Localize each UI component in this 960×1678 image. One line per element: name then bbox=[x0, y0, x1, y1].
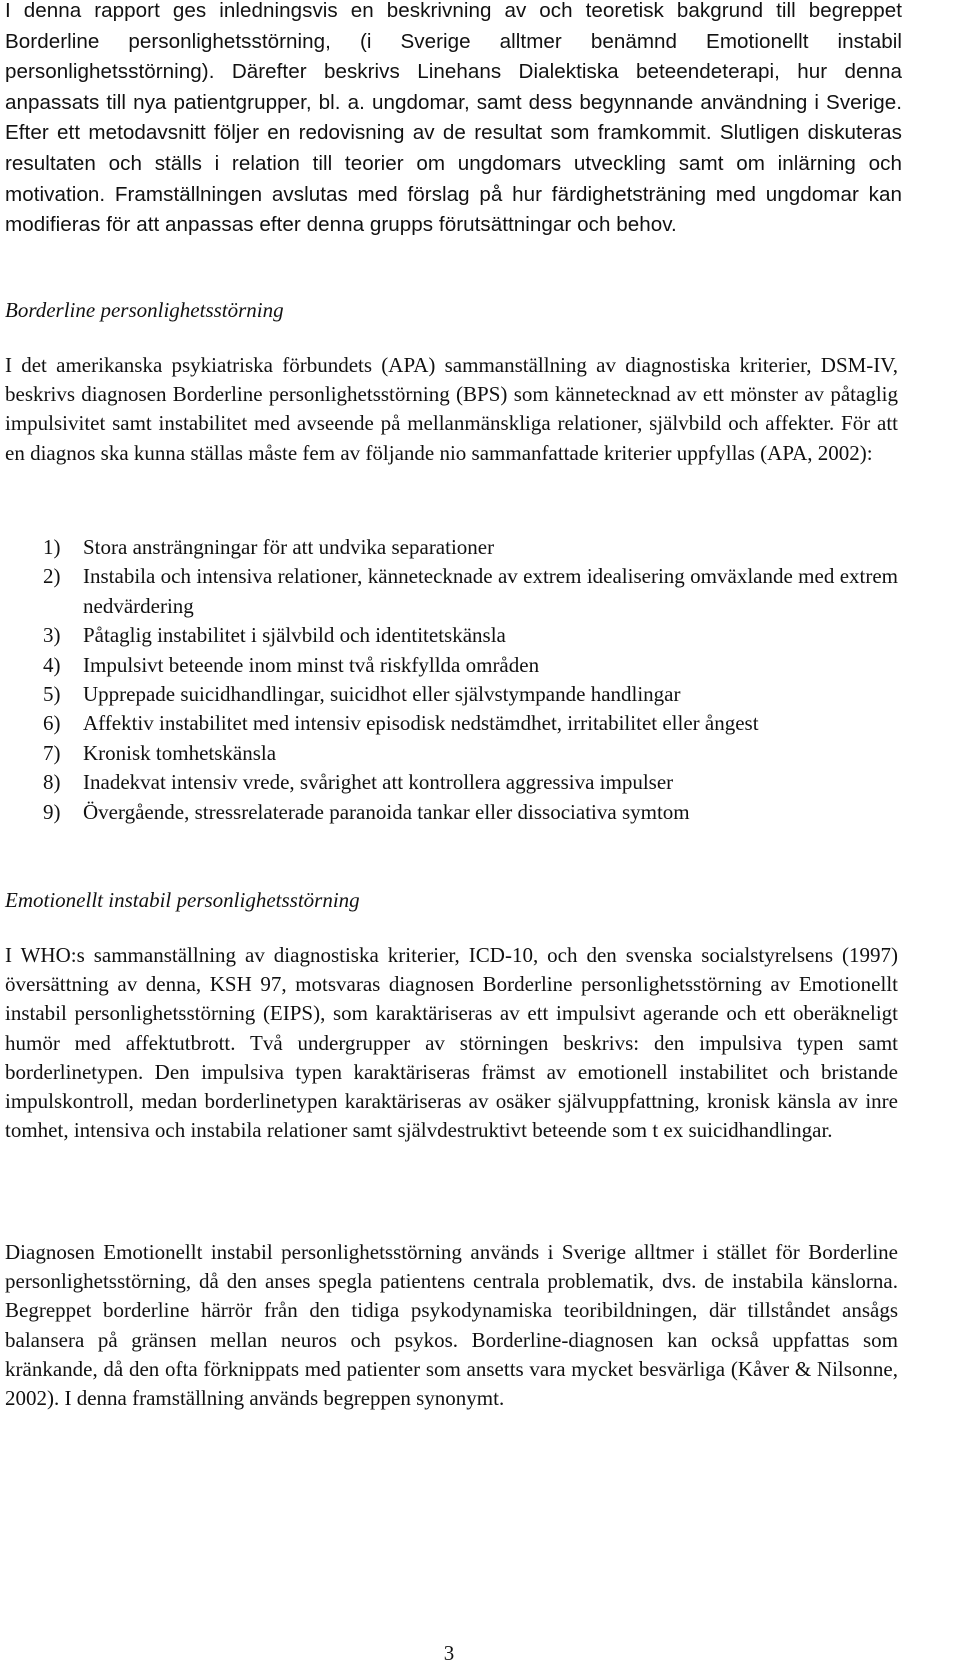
criteria-item bbox=[43, 533, 898, 562]
eips-paragraph-2: Diagnosen Emotionellt instabil personlighetsstörning används i Sverige alltmer i stället för Borderline personlighetsstörning, då den anses spegla patientens centrala problematik, dvs. de instabila känslorna. Begreppet borderline härrör från den tidiga psykodynamiska teoribildningen, där tillståndet ansågs balansera på gränsen mellan neuros och psykos. Borderline-diagnosen kan också uppfattas som kränkande, då den ofta förknippats med patienter som ansetts vara mycket besvärliga (Kåver & Nilsonne, 2002). I denna framställning används begreppen synonymt. bbox=[5, 1240, 898, 1411]
intro-paragraph: I denna rapport ges inledningsvis en beskrivning av och teoretisk bakgrund till begreppet Borderline personlighetsstörning, (i Sverige alltmer benämnd Emotionellt instabil personlighetsstörning). Därefter beskrivs Linehans Dialektiska beteendeterapi, hur denna anpassats till nya patientgrupper, bl. a. ungdomar, samt dess begynnande användning i Sverige. Efter ett metodavsnitt följer en redovisning av de resultat som framkommit. Slutligen diskuteras resultaten och ställs i relation till teorier om ungdomars utveckling samt om inlärning och motivation. Framställningen avslutas med förslag på hur färdighetsträning med ungdomar kan modifieras för att anpassas efter denna grupps förutsättningar och behov. bbox=[5, 0, 902, 237]
criteria-item bbox=[43, 680, 898, 709]
criteria-text: Instabila och intensiva relationer, kännetecknade av extrem idealisering omväxlande med extrem nedvärdering bbox=[83, 564, 898, 618]
criteria-item bbox=[43, 562, 898, 621]
criteria-item bbox=[43, 798, 898, 827]
criteria-item bbox=[43, 709, 898, 738]
section-heading-borderline: Borderline personlighetsstörning bbox=[5, 298, 284, 322]
criteria-number: 7) bbox=[43, 740, 61, 765]
criteria-item bbox=[43, 768, 898, 797]
borderline-paragraph: I det amerikanska psykiatriska förbundets (APA) sammanställning av diagnostiska kriterier, DSM-IV, beskrivs diagnosen Borderline personlighetsstörning (BPS) som kännetecknad av ett mönster av påtaglig impulsivitet samt instabilitet med avseende på mellanmänskliga relationer, självbild och affekter. För att en diagnos ska kunna ställas måste fem av följande nio sammanfattade kriterier uppfyllas (APA, 2002): bbox=[5, 353, 898, 465]
criteria-item bbox=[43, 739, 898, 768]
page-number: 3 bbox=[443, 1641, 455, 1665]
criteria-text: Stora ansträngningar för att undvika separationer bbox=[83, 535, 495, 559]
criteria-number: 2) bbox=[43, 564, 61, 589]
criteria-text: Affektiv instabilitet med intensiv episodisk nedstämdhet, irritabilitet eller ångest bbox=[83, 711, 759, 736]
criteria-text: Övergående, stressrelaterade paranoida tankar eller dissociativa symtom bbox=[83, 799, 690, 824]
criteria-item bbox=[43, 621, 898, 650]
criteria-number: 9) bbox=[43, 799, 61, 824]
criteria-number: 5) bbox=[43, 682, 61, 707]
criteria-number: 8) bbox=[43, 770, 61, 795]
criteria-number: 1) bbox=[43, 535, 61, 559]
criteria-text: Inadekvat intensiv vrede, svårighet att kontrollera aggressiva impulser bbox=[83, 770, 674, 795]
criteria-list bbox=[43, 533, 898, 827]
eips-paragraph-1: I WHO:s sammanställning av diagnostiska kriterier, ICD-10, och den svenska socialstyrelsens (1997) översättning av denna, KSH 97, motsvaras diagnosen Borderline personlighetsstörning av Emotionellt instabil personlighetsstörning (EIPS), som karaktäriseras av ett impulsivt agerande och ett oberäkneligt humör med affektutbrott. Två undergrupper av störningen beskrivs: den impulsiva typen samt borderlinetypen. Den impulsiva typen karaktäriseras främst av emotionell instabilitet och bristande impulskontroll, medan borderlinetypen karaktäriseras av osäker självuppfattning, kronisk känsla av inre tomhet, intensiva och instabila relationer samt självdestruktivt beteende som t ex suicidhandlingar. bbox=[5, 943, 898, 1143]
criteria-number: 6) bbox=[43, 711, 61, 736]
criteria-number: 4) bbox=[43, 652, 61, 677]
criteria-number: 3) bbox=[43, 623, 61, 648]
criteria-text: Upprepade suicidhandlingar, suicidhot eller självstympande handlingar bbox=[83, 682, 681, 707]
criteria-item bbox=[43, 651, 898, 680]
criteria-text: Kronisk tomhetskänsla bbox=[83, 740, 277, 765]
criteria-text: Påtaglig instabilitet i självbild och identitetskänsla bbox=[83, 623, 506, 648]
criteria-text: Impulsivt beteende inom minst två riskfyllda områden bbox=[83, 652, 540, 677]
section-heading-eips: Emotionellt instabil personlighetsstörning bbox=[5, 888, 360, 912]
